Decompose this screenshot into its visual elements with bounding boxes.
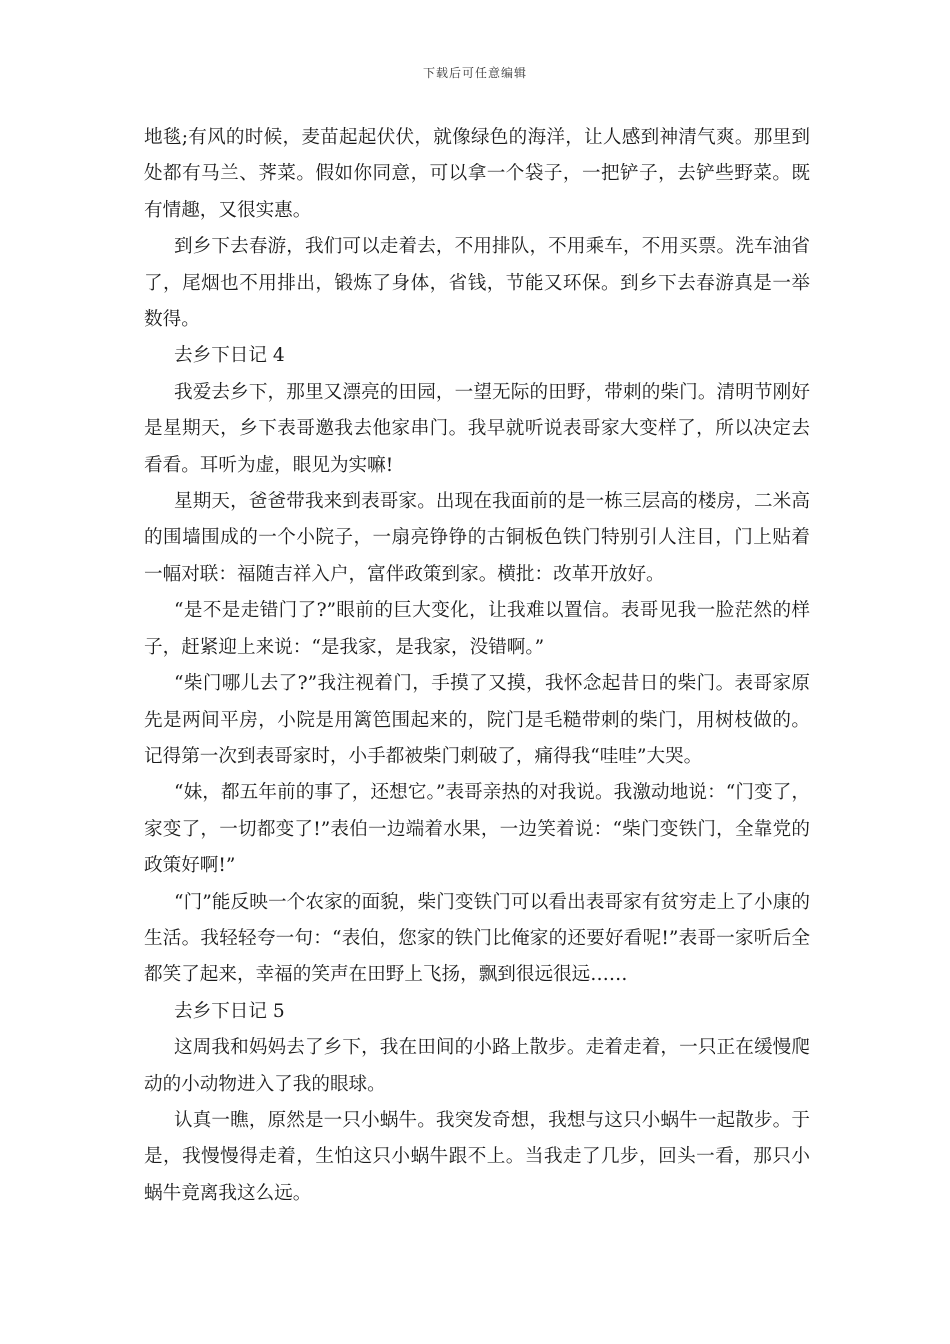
paragraph-9: 这周我和妈妈去了乡下，我在田间的小路上散步。走着走着，一只正在缓慢爬动的小动物进入了我的眼球。 xyxy=(144,1037,810,1095)
paragraph-8: “门”能反映一个农家的面貌，柴门变铁门可以看出表哥家有贫穷走上了小康的生活。我轻轻夸一句：“表伯，您家的铁门比俺家的还要好看呢!”表哥一家听后全都笑了起来，幸福的笑声在田野上飞扬，飘到很远很远…… xyxy=(144,891,810,986)
paragraph-4: 星期天，爸爸带我来到表哥家。出现在我面前的是一栋三层高的楼房，二米高的围墙围成的一个小院子，一扇亮铮铮的古铜板色铁门特别引人注目，门上贴着一幅对联：福随吉祥入户，富伴政策到家。横批：改革开放好。 xyxy=(144,491,810,585)
paragraph-7: “妹，都五年前的事了，还想它。”表哥亲热的对我说。我激动地说：“门变了，家变了，一切都变了!”表伯一边端着水果，一边笑着说：“柴门变铁门，全靠党的政策好啊!” xyxy=(144,782,810,877)
paragraph-2: 到乡下去春游，我们可以走着去，不用排队，不用乘车，不用买票。洗车油省了，尾烟也不用排出，锻炼了身体，省钱，节能又环保。到乡下去春游真是一举数得。 xyxy=(144,236,810,331)
paragraph-5: “是不是走错门了?”眼前的巨大变化，让我难以置信。表哥见我一脸茫然的样子，赶紧迎上来说：“是我家，是我家，没错啊。” xyxy=(144,600,810,658)
paragraph-1: 地毯;有风的时候，麦苗起起伏伏，就像绿色的海洋，让人感到神清气爽。那里到处都有马兰、荠菜。假如你同意，可以拿一个袋子，一把铲子，去铲些野菜。既有情趣，又很实惠。 xyxy=(144,127,810,221)
paragraph-6: “柴门哪儿去了?”我注视着门，手摸了又摸，我怀念起昔日的柴门。表哥家原先是两间平房，小院是用篱笆围起来的，院门是毛糙带刺的柴门，用树枝做的。记得第一次到表哥家时，小手都被柴门刺破了，痛得我“哇哇”大哭。 xyxy=(144,673,810,767)
paragraph-3: 我爱去乡下，那里又漂亮的田园，一望无际的田野，带刺的柴门。清明节刚好是星期天，乡下表哥邀我去他家串门。我早就听说表哥家大变样了，所以决定去看看。耳听为虚，眼见为实嘛! xyxy=(144,381,810,476)
section-heading-4: 去乡下日记 4 xyxy=(174,345,285,367)
document-body xyxy=(144,120,810,1212)
section-heading-5: 去乡下日记 5 xyxy=(174,1000,285,1022)
page-header: 下载后可任意编辑 xyxy=(422,66,527,80)
paragraph-10: 认真一瞧，原然是一只小蜗牛。我突发奇想，我想与这只小蜗牛一起散步。于是，我慢慢得走着，生怕这只小蜗牛跟不上。当我走了几步，回头一看，那只小蜗牛竟离我这么远。 xyxy=(144,1109,810,1204)
